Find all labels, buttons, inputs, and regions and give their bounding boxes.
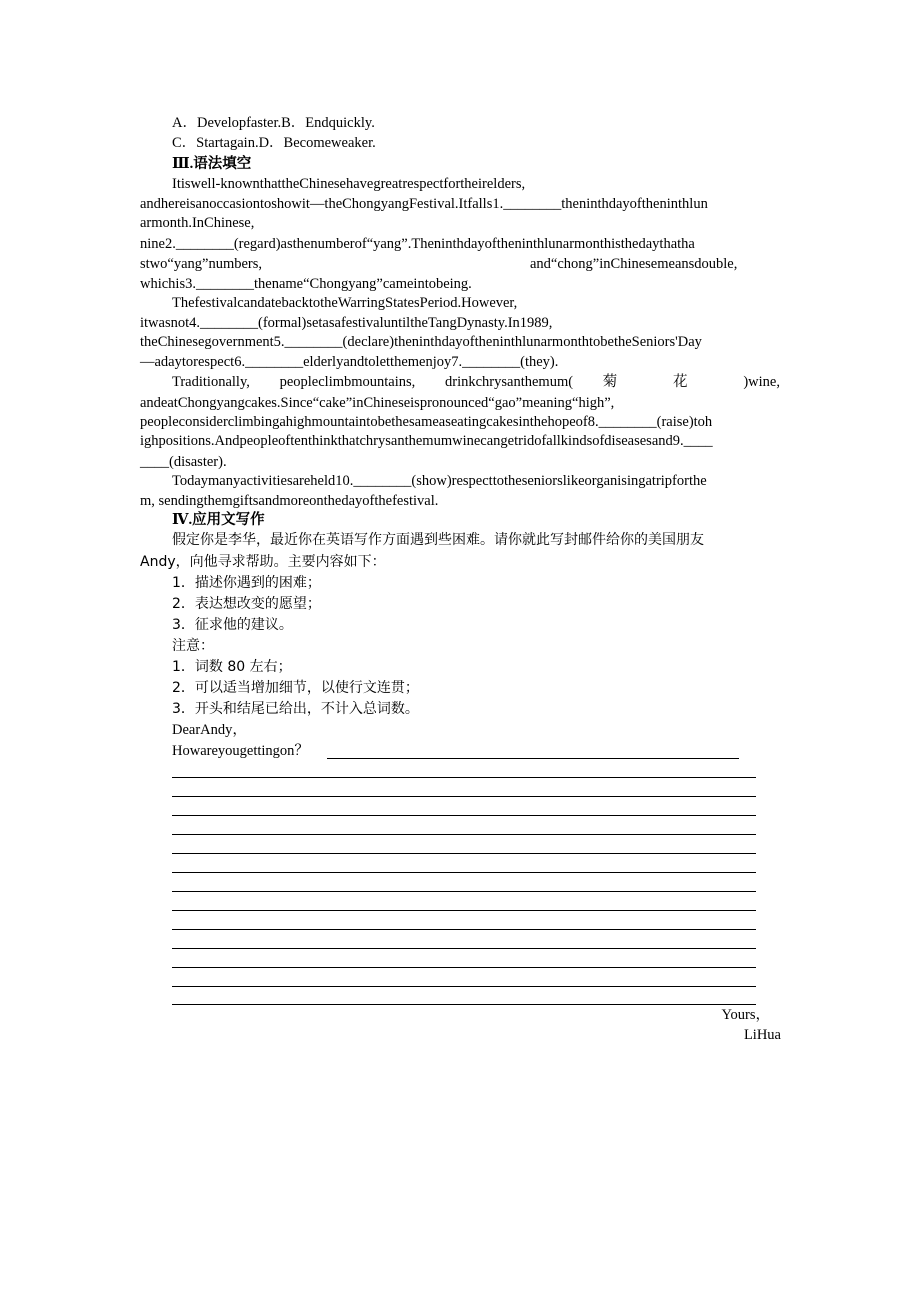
paragraph-3-line-3: peopleconsiderclimbingahighmountaintobethesameaseatingcakesinthehopeof8.________(raise)toh <box>140 414 713 430</box>
paragraph-1-line-5a: stwo“yang”numbers, <box>140 256 263 272</box>
options-row-2: C．Startagain.D．Becomeweaker. <box>172 135 376 151</box>
note-label: 注意： <box>172 638 214 654</box>
paragraph-3-line-1: Traditionally, peopleclimbmountains, drinkchrysanthemum( 菊 花 )wine, <box>172 374 780 390</box>
writing-prompt-line-2: Andy，向他寻求帮助。主要内容如下： <box>140 554 386 570</box>
answer-line[interactable] <box>172 815 756 816</box>
note-item-3: 3．开头和结尾已给出，不计入总词数。 <box>172 701 419 717</box>
answer-line[interactable] <box>172 948 756 949</box>
paragraph-2-line-2: itwasnot4.________(formal)setasafestivaluntiltheTangDynasty.In1989, <box>140 315 553 331</box>
paragraph-2-line-1: ThefestivalcandatebacktotheWarringStatesPeriod.However, <box>172 295 518 311</box>
answer-line[interactable] <box>172 910 756 911</box>
paragraph-1-line-1: Itiswell-knownthattheChinesehavegreatrespectfortheirelders, <box>172 176 526 192</box>
letter-greeting: DearAndy， <box>172 722 247 738</box>
section-4-heading: Ⅳ.应用文写作 <box>172 512 265 528</box>
answer-line[interactable] <box>172 777 756 778</box>
paragraph-2-line-3: theChinesegovernment5.________(declare)theninthdayoftheninthlunarmonthtobetheSeniors'Day <box>140 334 702 350</box>
paragraph-1-line-2: andhereisanoccasiontoshowit—theChongyangFestival.Itfalls1.________theninthdayoftheninthlun <box>140 196 708 212</box>
answer-line[interactable] <box>172 796 756 797</box>
answer-line[interactable] <box>172 967 756 968</box>
paragraph-1-line-3: armonth.InChinese, <box>140 215 255 231</box>
requirement-item-1: 1．描述你遇到的困难； <box>172 575 321 591</box>
answer-line-opening[interactable] <box>327 758 739 759</box>
paragraph-4-line-2: m, sendingthemgiftsandmoreonthedayofthefestival. <box>140 493 439 509</box>
requirement-item-3: 3．征求他的建议。 <box>172 617 293 633</box>
paragraph-3-line-4: ighpositions.Andpeopleoftenthinkthatchrysanthemumwinecangetridofallkindsofdiseasesand9.____ <box>140 433 713 449</box>
paragraph-1-line-6: whichis3.________thename“Chongyang”cameintobeing. <box>140 276 472 292</box>
note-item-2: 2．可以适当增加细节，以使行文连贯； <box>172 680 419 696</box>
paragraph-4-line-1: Todaymanyactivitiesareheld10.________(show)respecttotheseniorslikeorganisingatripforthe <box>172 473 707 489</box>
options-row-1: A．Developfaster.B．Endquickly. <box>172 115 375 131</box>
answer-line[interactable] <box>172 986 756 987</box>
answer-line[interactable] <box>172 1004 756 1005</box>
requirement-item-2: 2．表达想改变的愿望； <box>172 596 321 612</box>
letter-opening: Howareyougettingon？ <box>172 743 309 759</box>
answer-line[interactable] <box>172 929 756 930</box>
section-3-heading: Ⅲ.语法填空 <box>172 156 252 172</box>
paragraph-3-line-5: ____(disaster). <box>140 454 227 470</box>
paragraph-1-line-4: nine2.________(regard)asthenumberof“yang”.Theninthdayoftheninthlunarmonthisthedaythatha <box>140 236 695 252</box>
note-item-1: 1．词数 80 左右； <box>172 659 292 675</box>
answer-line[interactable] <box>172 834 756 835</box>
paragraph-2-line-4: —adaytorespect6.________elderlyandtoletthemenjoy7.________(they). <box>140 354 559 370</box>
answer-line[interactable] <box>172 872 756 873</box>
letter-closing: Yours， <box>721 1007 770 1023</box>
paragraph-3-line-2: andeatChongyangcakes.Since“cake”inChineseispronounced“gao”meaning“high”, <box>140 395 615 411</box>
answer-line[interactable] <box>172 853 756 854</box>
writing-prompt-line-1: 假定你是李华，最近你在英语写作方面遇到些困难。请你就此写封邮件给你的美国朋友 <box>172 532 704 548</box>
answer-line[interactable] <box>172 891 756 892</box>
paragraph-1-line-5b: and“chong”inChinesemeansdouble, <box>530 256 738 272</box>
letter-signature: LiHua <box>743 1027 781 1043</box>
